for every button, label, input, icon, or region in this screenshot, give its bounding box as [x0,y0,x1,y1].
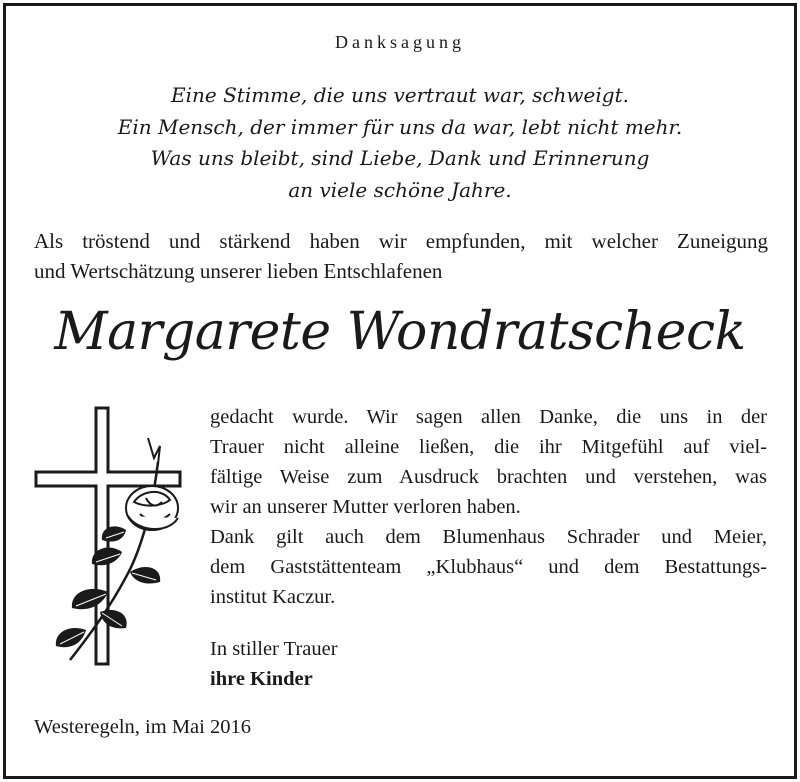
thanks-line: fältige Weise zum Ausdruck brachten und verstehen, was [210,466,767,488]
place-and-date: Westeregeln, im Mai 2016 [34,716,251,738]
thanks-line: wir an unserer Mutter verloren haben. [210,496,521,518]
thanks-line: Trauer nicht alleine ließen, die ihr Mitgefühl auf viel- [210,436,767,458]
thanks-line: institut Kaczur. [210,586,336,608]
intro-line: und Wertschätzung unserer lieben Entschlafenen [34,259,443,283]
notice-heading: Danksagung [335,32,465,52]
thanks-line: Dank gilt auch dem Blumenhaus Schrader und Meier, [210,526,767,548]
cross-with-rose-icon [30,402,190,670]
intro-line: Als tröstend und stärkend haben wir empfunden, mit welcher Zuneigung [34,229,768,253]
poem-line: an viele schöne Jahre. [288,177,512,202]
signatory: ihre Kinder [210,668,313,690]
poem-line: Ein Mensch, der immer für uns da war, lebt nicht mehr. [117,114,683,139]
closing-line: In stiller Trauer [210,638,338,660]
closing-signature [210,634,338,694]
deceased-name: Margarete Wondratscheck [54,302,746,362]
poem-line: Was uns bleibt, sind Liebe, Dank und Erinnerung [150,146,650,170]
poem-verse [0,80,800,206]
thanks-line: dem Gaststättenteam „Klubhaus“ und dem Bestattungs- [210,556,767,578]
thanks-paragraph [210,402,767,612]
thanks-line: gedacht wurde. Wir sagen allen Danke, die uns in der [210,406,767,428]
poem-line: Eine Stimme, die uns vertraut war, schweigt. [171,83,629,107]
intro-paragraph [34,226,768,286]
